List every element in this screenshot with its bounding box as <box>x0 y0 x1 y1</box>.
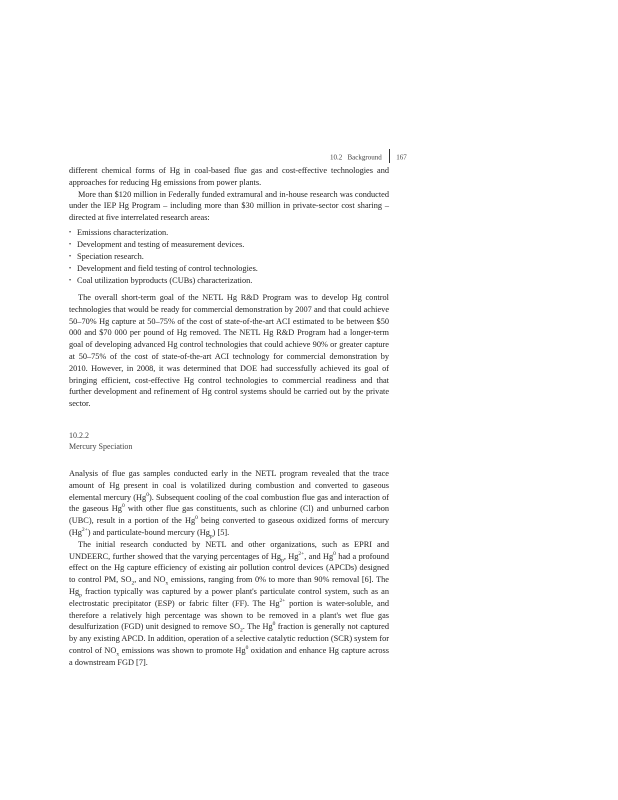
paragraph-goals: The overall short-term goal of the NETL Hg R&D Program was to develop Hg control technologies that would be ready for commercial demonstration by 2007 and that could achieve 50–70% Hg capture at 50–75% of the cost of state-of-the-art ACI estimated to be between $50 000 and $70 000 per pound of Hg removed. The NETL Hg R&D Program had a longer-term goal of developing advanced Hg control technologies that could achieve 90% or greater capture at 50–75% of the cost of state-of-the-art ACI technology for commercial demonstration by 2010. However, in 2008, it was determined that DOE had successfully achieved its goal of bringing efficient, cost-effective Hg control technologies to commercial readiness and that further development and refinement of Hg control systems should be carried out by the private sector. <box>69 292 389 409</box>
paragraph-funding: More than $120 million in Federally funded extramural and in-house research was conducted under the IEP Hg Program – including more than $30 million in private-sector cost sharing – directed at five interrelated research areas: <box>69 189 389 223</box>
paragraph-initial-research: The initial research conducted by NETL and other organizations, such as EPRI and UNDEERC, further showed that the varying percentages of $Hg_p$, $Hg^{2+}$, and Hg$^0$ had a profound effect on the Hg capture efficiency of existing air pollution control devices (APCDs) designed to control PM, $SO_2$, and $NO_x$ emissions, ranging from 0% to more than 90% removal [6]. The $Hg_p$ fraction typically was captured by a power plant's particulate control system, such as an electrostatic precipitator (ESP) or fabric filter (FF). The $Hg^{2+}$ portion is water-soluble, and therefore a relatively high percentage was shown to be removed in a plant's wet flue gas desulfurization (FGD) unit designed to remove $SO_2$. The Hg$^0$ fraction is generally not captured by any existing APCD. In addition, operation of a selective catalytic reduction (SCR) system for control of $NO_x$ emissions was shown to promote Hg$^0$ oxidation and enhance Hg capture across a downstream FGD [7]. <box>69 539 390 667</box>
section-title: Mercury Speciation <box>69 441 133 451</box>
paragraph-speciation: Analysis of flue gas samples conducted early in the NETL program revealed that the trace amount of Hg present in coal is volatilized during combustion and converted to gaseous elemental mercury (Hg$^0$). Subsequent cooling of the coal combustion flue gas and interaction of the gaseous Hg$^0$ with other flue gas constituents, such as chlorine (Cl) and unburned carbon (UBC), result in a portion of the Hg$^0$ being converted to gaseous oxidized forms of mercury $(Hg^{2+})$ and particulate-bound mercury $(Hg_p)$ [5]. <box>69 468 389 540</box>
header-section-number: 10.2 <box>330 153 343 162</box>
list-item: • Development and field testing of control technologies. <box>69 263 389 275</box>
list-item: • Speciation research. <box>69 251 389 263</box>
list-item: • Coal utilization byproducts (CUBs) characterization. <box>69 275 389 287</box>
paragraph-continued: different chemical forms of Hg in coal-based flue gas and cost-effective technologies and approaches for reducing Hg emissions from power plants. <box>69 166 389 187</box>
body-text-top <box>69 165 389 669</box>
list-item: • Development and testing of measurement devices. <box>69 239 389 251</box>
header-section-title: Background <box>347 153 382 162</box>
page-number: 167 <box>396 153 407 162</box>
running-header <box>330 151 407 165</box>
section-number: 10.2.2 <box>69 430 89 440</box>
list-item: • Emissions characterization. <box>69 227 389 239</box>
header-divider <box>389 149 390 163</box>
research-areas-list <box>69 227 389 287</box>
